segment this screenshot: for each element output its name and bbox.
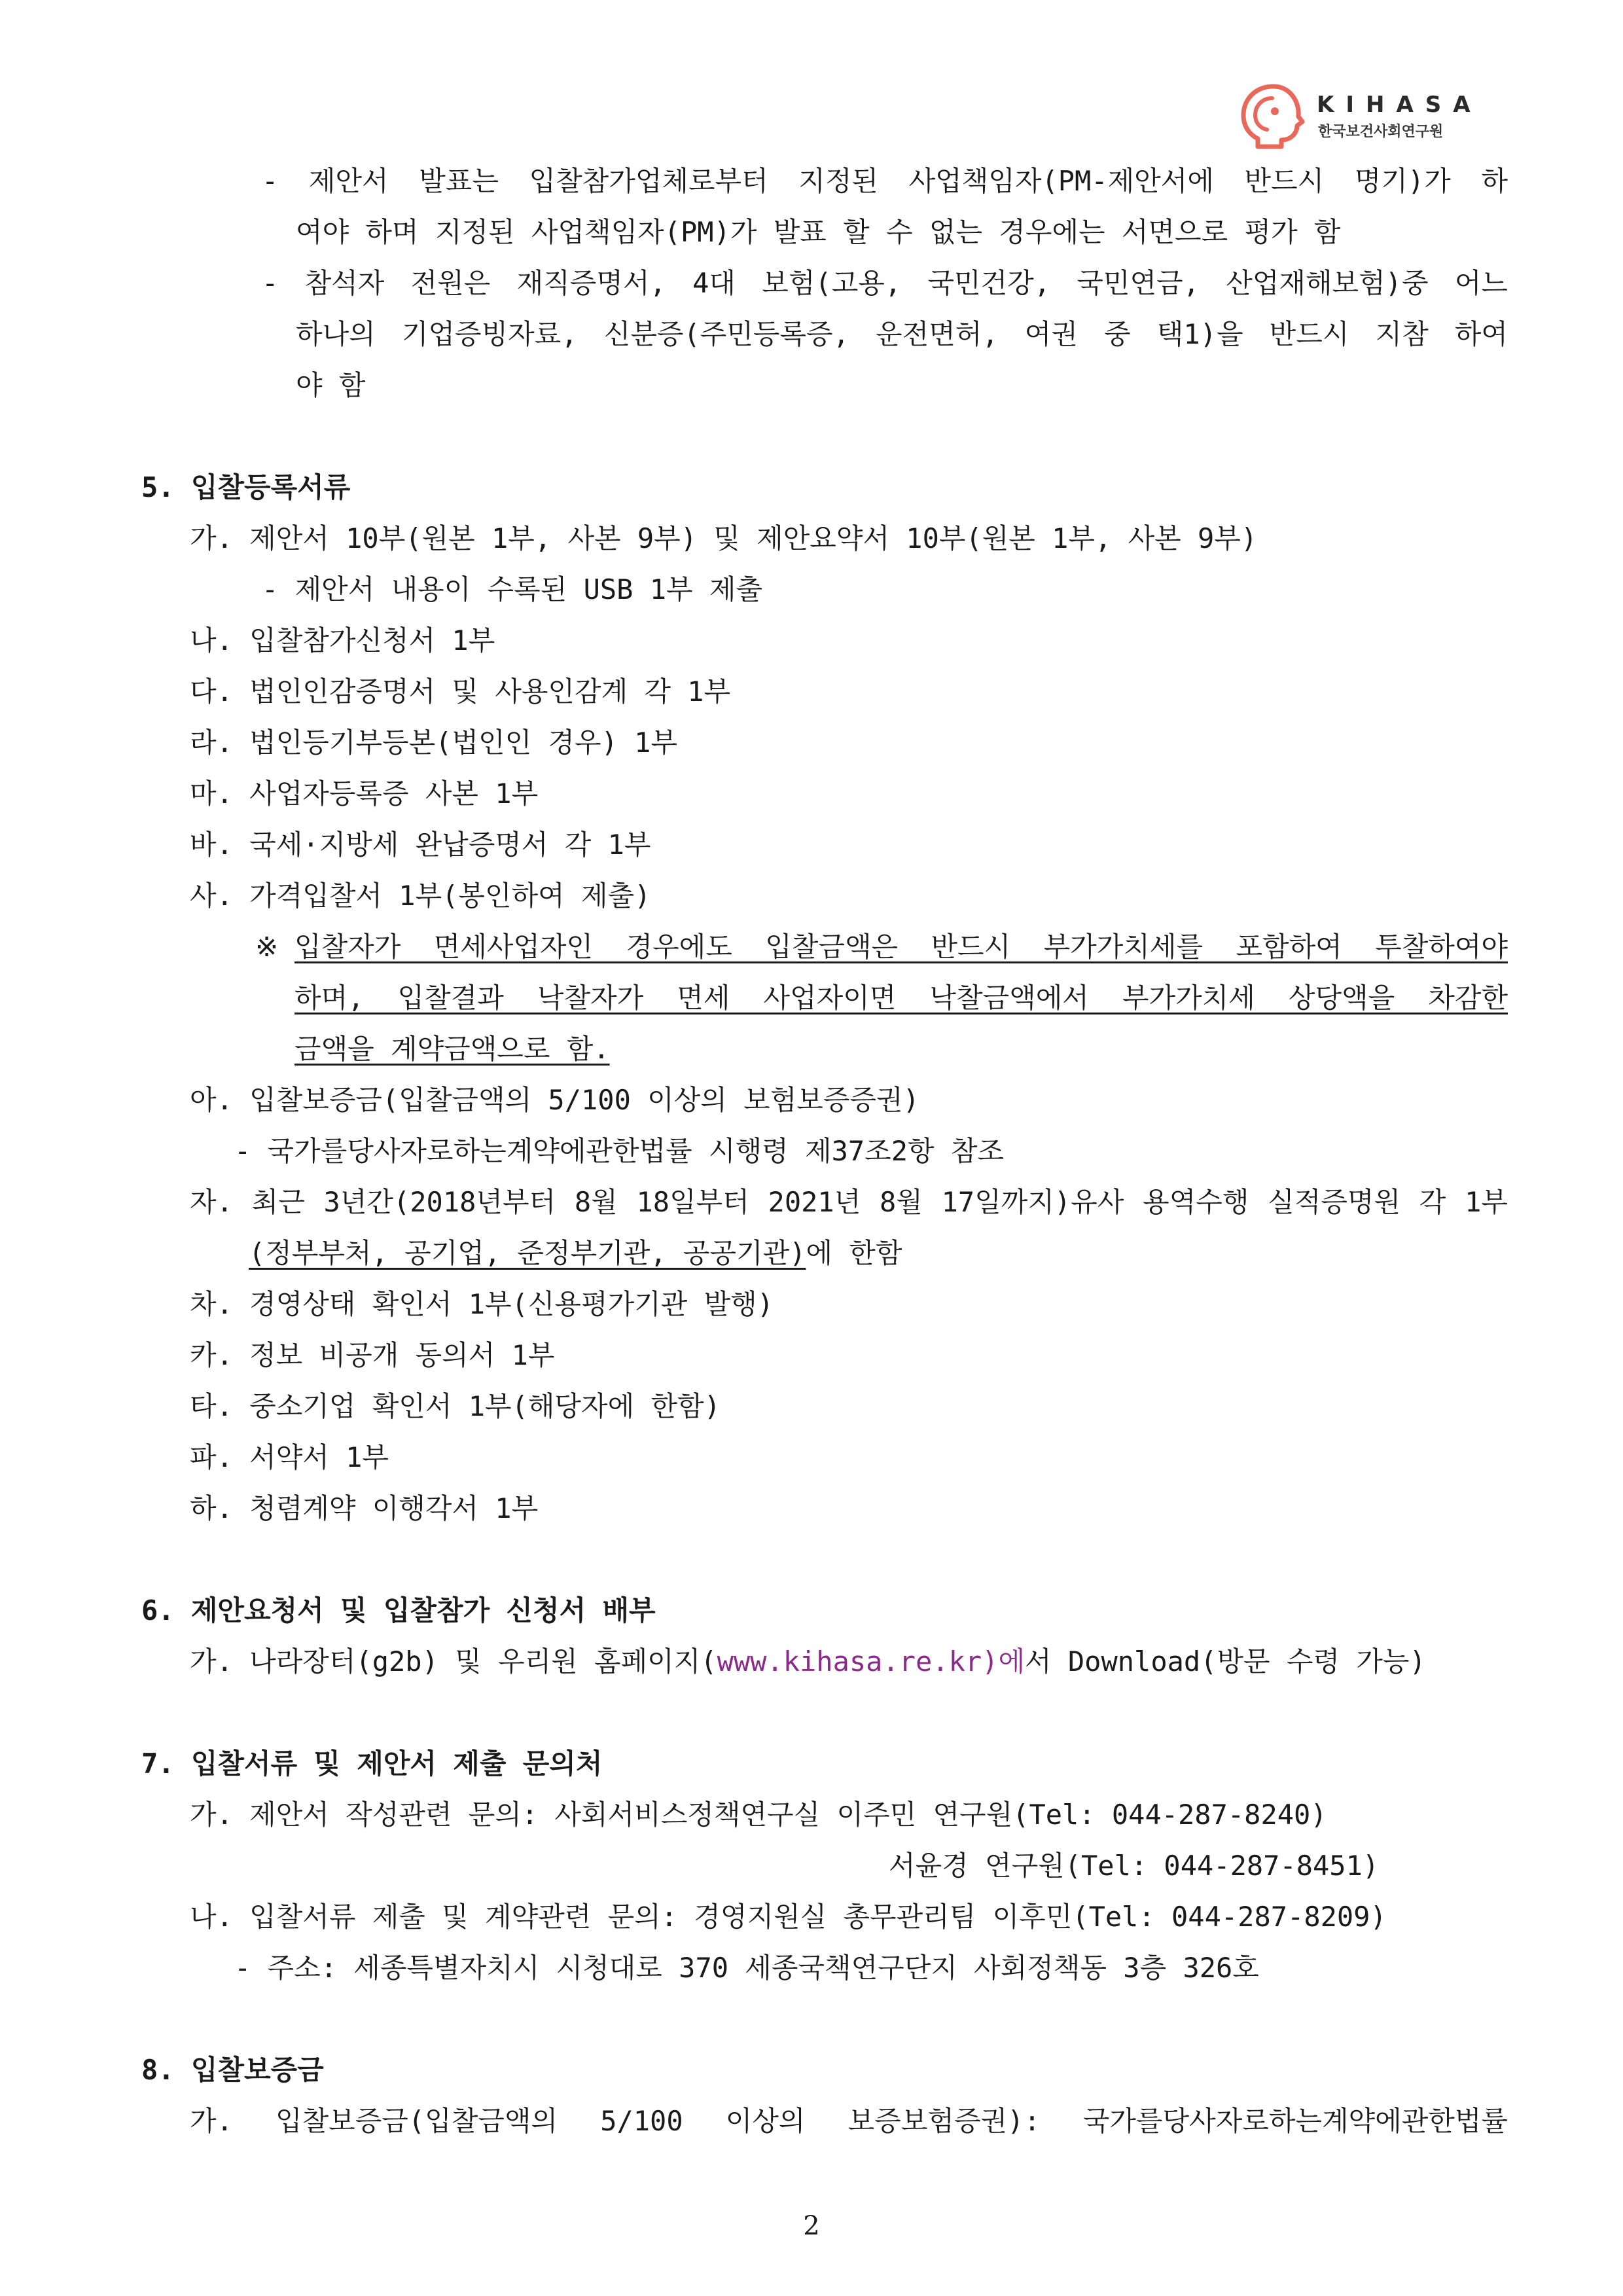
text-line: 하나의 기업증빙자료, 신분증(주민등록증, 운전면허, 여권 중 택1)을 반드시 지참 하여 (296, 318, 1508, 350)
list-item: 아. 입찰보증금(입찰금액의 5/100 이상의 보험보증증권) (190, 1084, 919, 1116)
list-item: 바. 국세·지방세 완납증명서 각 1부 (190, 829, 651, 861)
list-item: 하. 청렴계약 이행각서 1부 (190, 1492, 539, 1524)
logo-title: KIHASA (1317, 92, 1482, 118)
text-fragment: 에 한함 (806, 1237, 902, 1269)
note-line: 금액을 계약금액으로 함. (294, 1033, 610, 1065)
list-item: 카. 정보 비공개 동의서 1부 (190, 1339, 555, 1371)
list-item: - 주소: 세종특별자치시 시청대로 370 세종국책연구단지 사회정책동 3층 326호 (234, 1952, 1259, 1984)
list-item: 가. 제안서 작성관련 문의: 사회서비스정책연구실 이주민 연구원(Tel: 044-287-8240) (190, 1799, 1327, 1831)
text-line: 야 함 (296, 369, 366, 401)
section-heading-8: 8. 입찰보증금 (141, 2054, 324, 2086)
list-item: 가. 제안서 10부(원본 1부, 사본 9부) 및 제안요약서 10부(원본 1부, 사본 9부) (190, 522, 1258, 554)
head-silhouette-icon (1236, 81, 1309, 149)
list-item-continuation (249, 1237, 902, 1270)
list-item: 나. 입찰참가신청서 1부 (190, 624, 495, 656)
text-line: - 제안서 발표는 입찰참가업체로부터 지정된 사업책임자(PM-제안서에 반드시 명기)가 하 (262, 165, 1508, 197)
list-item-continuation: 서윤경 연구원(Tel: 044-287-8451) (889, 1850, 1380, 1882)
text-fragment: 서 Download(방문 수령 가능) (1025, 1645, 1426, 1677)
list-item: 파. 서약서 1부 (190, 1441, 389, 1473)
list-item: 차. 경영상태 확인서 1부(신용평가기관 발행) (190, 1288, 774, 1320)
section-heading-6: 6. 제안요청서 및 입찰참가 신청서 배부 (141, 1594, 656, 1626)
text-line: - 참석자 전원은 재직증명서, 4대 보험(고용, 국민건강, 국민연금, 산업재해보험)중 어느 (262, 267, 1508, 299)
list-item: 마. 사업자등록증 사본 1부 (190, 778, 539, 810)
list-item: 나. 입찰서류 제출 및 계약관련 문의: 경영지원실 총무관리팀 이후민(Tel: 044-287-8209) (190, 1901, 1387, 1933)
list-item: 사. 가격입찰서 1부(봉인하여 제출) (190, 880, 651, 912)
homepage-link[interactable]: www.kihasa.re.kr)에 (717, 1645, 1026, 1677)
list-item: - 국가를당사자로하는계약에관한법률 시행령 제37조2항 참조 (234, 1135, 1005, 1167)
list-item: 타. 중소기업 확인서 1부(해당자에 한함) (190, 1390, 721, 1422)
reference-mark: ※ (255, 931, 279, 963)
list-item: - 제안서 내용이 수록된 USB 1부 제출 (262, 573, 763, 605)
list-item: 라. 법인등기부등본(법인인 경우) 1부 (190, 726, 678, 759)
kihasa-logo (1236, 77, 1497, 149)
underlined-agency-list: (정부부처, 공기업, 준정부기관, 공공기관) (249, 1237, 806, 1269)
section-heading-5: 5. 입찰등록서류 (141, 471, 351, 503)
list-item: 다. 법인인감증명서 및 사용인감계 각 1부 (190, 675, 731, 708)
note-line: 하며, 입찰결과 낙찰자가 면세 사업자이면 낙찰금액에서 부가가치세 상당액을 차감한 (294, 982, 1508, 1014)
section-heading-7: 7. 입찰서류 및 제안서 제출 문의처 (141, 1748, 603, 1780)
text-line: 여야 하며 지정된 사업책임자(PM)가 발표 할 수 없는 경우에는 서면으로 평가 함 (296, 216, 1341, 248)
text-fragment: 가. 나라장터(g2b) 및 우리원 홈페이지( (190, 1645, 717, 1677)
list-item: 가. 입찰보증금(입찰금액의 5/100 이상의 보증보험증권): 국가를당사자로하는계약에관한법률 (190, 2105, 1508, 2137)
note-line: 입찰자가 면세사업자인 경우에도 입찰금액은 반드시 부가가치세를 포함하여 투찰하여야 (294, 931, 1508, 963)
list-item: 자. 최근 3년간(2018년부터 8월 18일부터 2021년 8월 17일까지)유사 용역수행 실적증명원 각 1부 (190, 1186, 1508, 1218)
logo-subtitle: 한국보건사회연구원 (1318, 124, 1444, 140)
list-item (190, 1645, 1426, 1678)
page-number: 2 (803, 2211, 820, 2241)
